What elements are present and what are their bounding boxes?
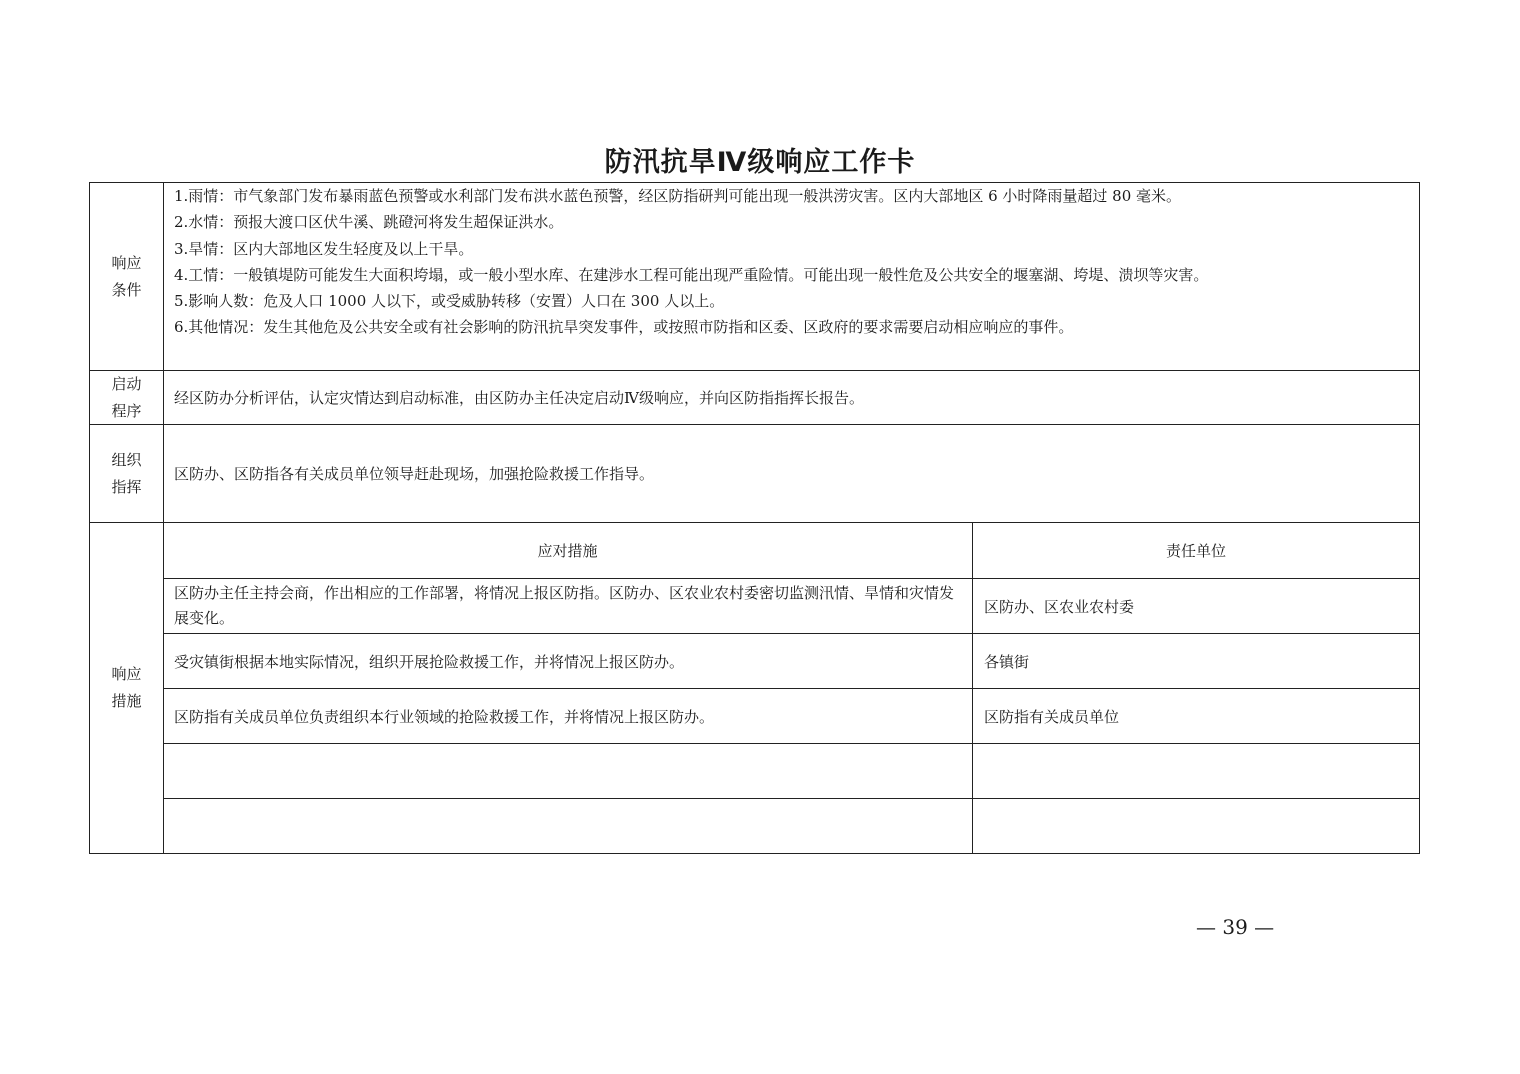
row-divider bbox=[163, 688, 1419, 689]
table-header-unit: 责任单位 bbox=[1165, 542, 1226, 560]
condition-item: 4.工情：一般镇堤防可能发生大面积垮塌，或一般小型水库、在建涉水工程可能出现严重险情。可能出现一般性危及公共安全的堰塞湖、垮堤、溃坝等灾害。 bbox=[174, 265, 1209, 284]
startup-row bbox=[89, 370, 1420, 425]
condition-item: 3.旱情：区内大部地区发生轻度及以上干旱。 bbox=[174, 239, 474, 258]
conditions-row bbox=[89, 182, 1420, 371]
measure-cell: 受灾镇街根据本地实际情况，组织开展抢险救援工作，并将情况上报区防办。 bbox=[174, 653, 685, 671]
command-row bbox=[89, 424, 1420, 523]
row-divider bbox=[163, 743, 1419, 744]
command-label bbox=[90, 425, 164, 522]
unit-cell: 各镇街 bbox=[984, 653, 1030, 671]
measures-row bbox=[89, 522, 1420, 854]
condition-item: 5.影响人数：危及人口 1000 人以下，或受威胁转移（安置）人口在 300 人以上。 bbox=[174, 292, 725, 311]
startup-text: 经区防办分析评估，认定灾情达到启动标准，由区防办主任决定启动Ⅳ级响应，并向区防指指挥长报告。 bbox=[174, 389, 864, 407]
label-line: 组织 bbox=[111, 450, 142, 469]
measures-label bbox=[90, 523, 164, 853]
page-number: — 39 — bbox=[1196, 915, 1275, 939]
label-line: 启动 bbox=[111, 374, 142, 393]
condition-item: 1.雨情：市气象部门发布暴雨蓝色预警或水利部门发布洪水蓝色预警，经区防指研判可能出现一般洪涝灾害。区内大部地区 6 小时降雨量超过 80 毫米。 bbox=[174, 187, 1182, 205]
label-line: 程序 bbox=[111, 401, 142, 420]
measure-cell: 区防办主任主持会商，作出相应的工作部署，将情况上报区防指。区防办、区农业农村委密切监测汛情、旱情和灾情发展变化。 bbox=[174, 584, 955, 627]
conditions-content bbox=[174, 183, 1411, 341]
condition-item: 6.其他情况：发生其他危及公共安全或有社会影响的防汛抗旱突发事件，或按照市防指和区委、区政府的要求需要启动相应响应的事件。 bbox=[174, 318, 1074, 337]
label-line: 响应 bbox=[111, 253, 142, 272]
unit-cell: 区防指有关成员单位 bbox=[984, 708, 1120, 726]
row-divider bbox=[163, 633, 1419, 634]
startup-label bbox=[90, 371, 164, 424]
command-text: 区防办、区防指各有关成员单位领导赶赴现场，加强抢险救援工作指导。 bbox=[174, 465, 655, 483]
condition-item: 2.水情：预报大渡口区伏牛溪、跳磴河将发生超保证洪水。 bbox=[174, 213, 564, 232]
label-line: 响应 bbox=[111, 665, 142, 683]
unit-cell: 区防办、区农业农村委 bbox=[984, 598, 1135, 616]
row-divider bbox=[163, 578, 1419, 579]
label-line: 条件 bbox=[111, 280, 142, 299]
label-line: 措施 bbox=[111, 692, 142, 710]
measure-cell: 区防指有关成员单位负责组织本行业领域的抢险救援工作，并将情况上报区防办。 bbox=[174, 708, 715, 726]
label-line: 指挥 bbox=[111, 477, 142, 496]
table-header-measure: 应对措施 bbox=[537, 542, 598, 560]
conditions-label bbox=[90, 183, 164, 370]
page-title: 防汛抗旱Ⅳ级响应工作卡 bbox=[604, 147, 916, 178]
row-divider bbox=[163, 798, 1419, 799]
